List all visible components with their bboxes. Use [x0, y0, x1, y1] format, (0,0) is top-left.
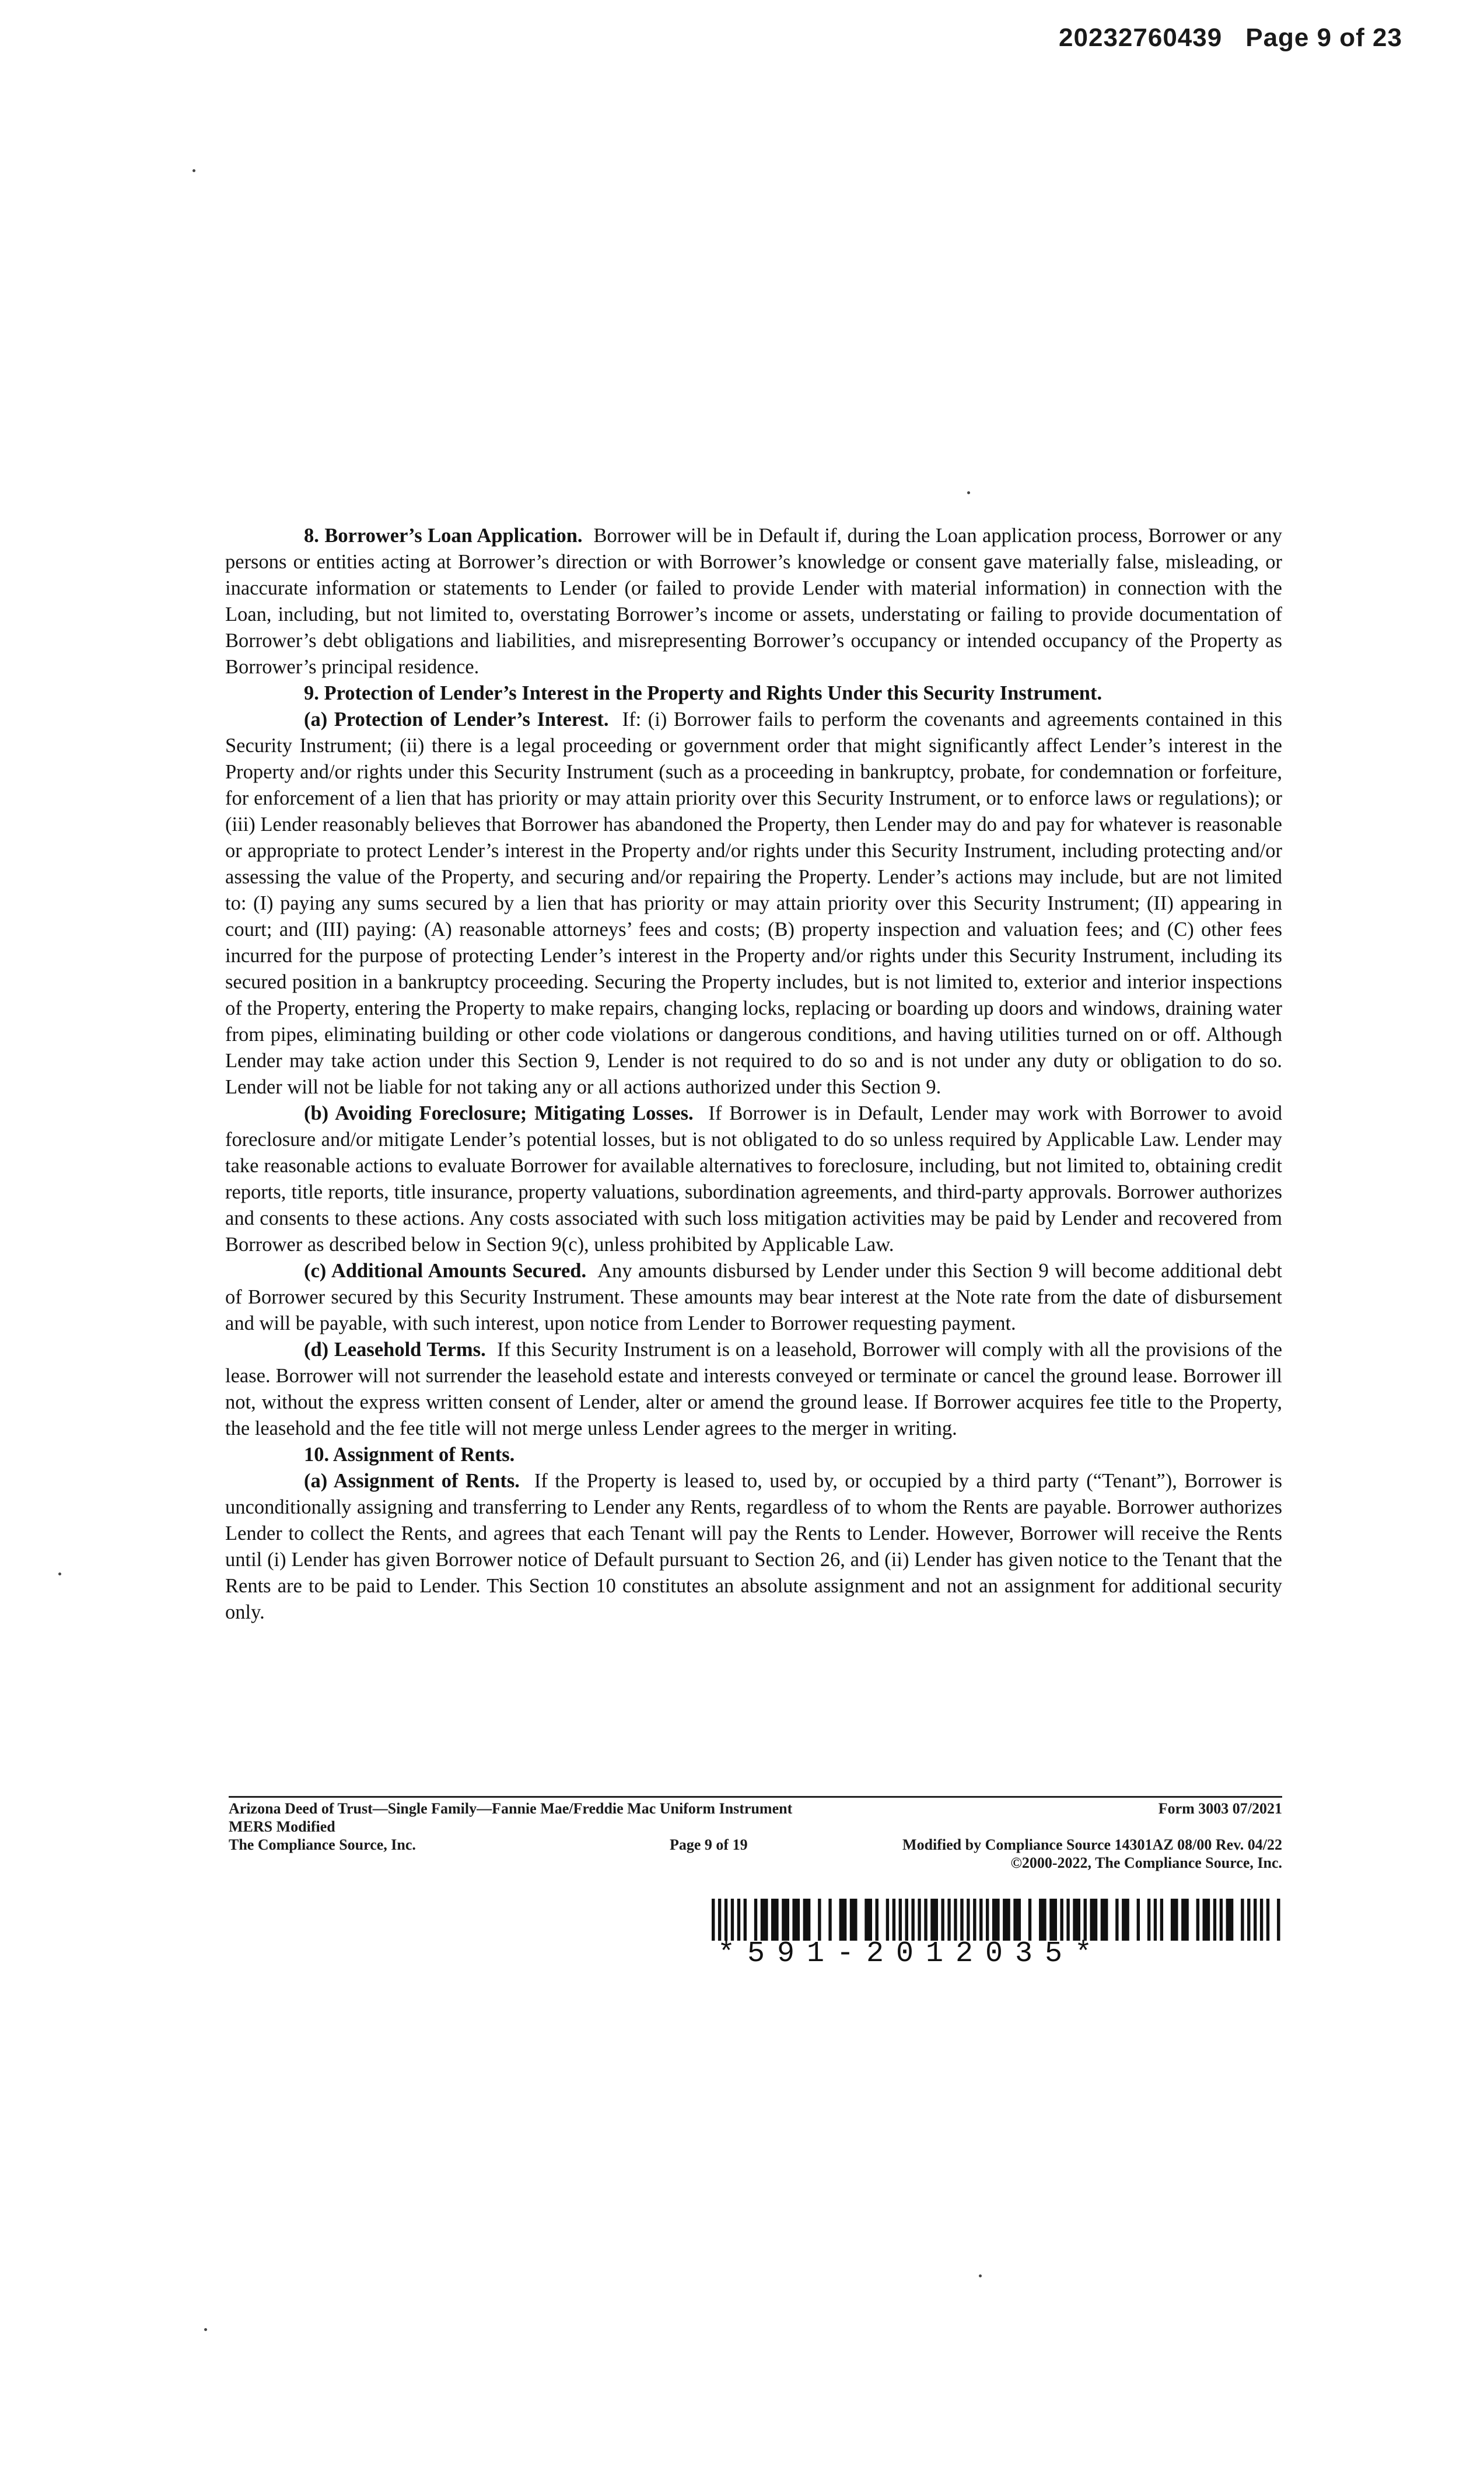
- barcode-bar: [1003, 1899, 1010, 1941]
- barcode-bar: [832, 1899, 839, 1941]
- barcode-bar: [727, 1899, 730, 1941]
- barcode-bar: [1119, 1899, 1122, 1941]
- barcode-bar: [1060, 1899, 1063, 1941]
- page-footer: [229, 1799, 1282, 1872]
- barcode-bar: [864, 1899, 872, 1941]
- barcode-bar: [886, 1899, 889, 1941]
- barcode-bar: [1251, 1899, 1254, 1941]
- barcode-bar: [1178, 1899, 1181, 1941]
- barcode-bar: [1070, 1899, 1073, 1941]
- barcode-bar: [986, 1899, 989, 1941]
- section-9c: [225, 1258, 1282, 1337]
- barcode-bar: [792, 1899, 800, 1941]
- barcode-bar: [1137, 1899, 1140, 1941]
- barcode-bar: [1220, 1899, 1223, 1941]
- barcode-bar: [951, 1899, 954, 1941]
- barcode-bar: [878, 1899, 886, 1941]
- section-heading: 10. Assignment of Rents.: [304, 1444, 515, 1466]
- barcode-text: *591-2012035*: [718, 1937, 1105, 1970]
- barcode-bar: [1233, 1899, 1241, 1941]
- barcode-bar: [1066, 1899, 1069, 1941]
- barcode-bar: [782, 1899, 789, 1941]
- section-heading: (c) Additional Amounts Secured.: [304, 1260, 587, 1282]
- barcode-bar: [712, 1899, 715, 1941]
- footer-company: The Compliance Source, Inc.: [229, 1836, 416, 1853]
- section-text: Borrower will be in Default if, during the Loan application process, Borrower or any persons or entities acting at Borrower’s direction or with Borrower’s knowledge or consent gave materially false, misleading, or inaccurate information or statements to Lender (or failed to provide Lender with material information) in connection with the Loan, including, but not limited to, overstating Borrower’s income or assets, understating or failing to provide documentation of Borrower’s debt obligations and liabilities, and misrepresenting Borrower’s occupancy or intended occupancy of the Property as Borrower’s principal residence.: [225, 525, 1283, 678]
- barcode-bar: [761, 1899, 768, 1941]
- barcode-bar: [977, 1899, 979, 1941]
- barcode-bar: [1140, 1899, 1147, 1941]
- barcode-bar: [954, 1899, 957, 1941]
- section-9d: [225, 1337, 1282, 1442]
- scan-speck: [979, 2274, 982, 2277]
- barcode-bar: [982, 1899, 985, 1941]
- barcode-bar: [947, 1899, 950, 1941]
- barcode-bar: [1277, 1899, 1280, 1941]
- section-heading: 9. Protection of Lender’s Interest in the Property and Rights Under this Security Instrument.: [304, 682, 1102, 704]
- barcode-bar: [992, 1899, 1000, 1941]
- barcode-bar: [1090, 1899, 1097, 1941]
- recording-page-label: Page 9 of 23: [1245, 23, 1402, 52]
- document-number: 20232760439: [1059, 23, 1223, 52]
- barcode-bar: [1129, 1899, 1137, 1941]
- barcode-bar: [924, 1899, 927, 1941]
- barcode-bar: [1021, 1899, 1028, 1941]
- barcode-bar: [915, 1899, 918, 1941]
- barcode-bar: [1108, 1899, 1115, 1941]
- barcode-bar: [744, 1899, 747, 1941]
- barcode-bar: [1010, 1899, 1013, 1941]
- barcode-bar: [1247, 1899, 1250, 1941]
- section-text: If Borrower is in Default, Lender may work with Borrower to avoid foreclosure and/or mitigate Lender’s potential losses, but is not obligated to do so unless required by Applicable Law. Lender may take reasonable actions to evaluate Borrower for available alternatives to foreclosure, including, but not limited to, obtaining credit reports, title reports, title insurance, property valuations, subordination agreements, and third-party approvals. Borrower authorizes and consents to these actions. Any costs associated with such loss mitigation activities may be paid by Lender and recovered from Borrower as described below in Section 9(c), unless prohibited by Applicable Law.: [225, 1102, 1283, 1256]
- barcode-bar: [911, 1899, 914, 1941]
- barcode-bar: [1084, 1899, 1087, 1941]
- footer-divider: [229, 1796, 1282, 1798]
- barcode-bar: [941, 1899, 944, 1941]
- section-text: Any amounts disbursed by Lender under this Section 9 will become additional debt of Borrower secured by this Security Instrument. These amounts may bear interest at the Note rate from the date of disbursement and will be payable, with such interest, upon notice from Lender to Borrower requesting payment.: [225, 1260, 1282, 1334]
- barcode-bar: [1189, 1899, 1196, 1941]
- barcode-bar: [1087, 1899, 1090, 1941]
- barcode-bar: [938, 1899, 941, 1941]
- barcode-bar: [715, 1899, 718, 1941]
- scan-speck: [192, 169, 195, 172]
- barcode-bar: [731, 1899, 734, 1941]
- barcode-bar: [757, 1899, 760, 1941]
- barcode-bar: [858, 1899, 865, 1941]
- section-text: If: (i) Borrower fails to perform the covenants and agreements contained in this Security Instrument; (ii) there is a legal proceeding or government order that might significantly affect Lender’s interest in the Property and/or rights under this Security Instrument (such as a proceeding in bankruptcy, probate, for condemnation or forfeiture, for enforcement of a lien that has priority or may attain priority over this Security Instrument, or to enforce laws or regulations); or (iii) Lender reasonably believes that Borrower has abandoned the Property, then Lender may do and pay for whatever is reasonable or appropriate to protect Lender’s interest in the Property and/or rights under this Security Instrument, including protecting and/or assessing the value of the Property, and securing and/or repairing the Property. Lender’s actions may include, but are not limited to: (I) paying any sums secured by a lien that has priority or may attain priority over this Security Instrument; (II) appearing in court; and (III) paying: (A) reasonable attorneys’ fees and costs; (B) property inspection and valuation fees; and (C) other fees incurred for the purpose of protecting Lender’s interest in the Property and/or rights under this Security Instrument, including its secured position in a bankruptcy proceeding. Securing the Property includes, but is not limited to, exterior and interior inspections of the Property, entering the Property to make repairs, changing locks, replacing or boarding up doors and windows, draining water from pipes, eliminating building or other code violations or dangerous conditions, and having utilities turned on or off. Although Lender may take action under this Section 9, Lender is not required to do so and is not under any duty or obligation to do so. Lender will not be liable for not taking any or all actions authorized under this Section 9.: [225, 708, 1282, 1098]
- barcode-bar: [957, 1899, 960, 1941]
- barcode-bar: [737, 1899, 740, 1941]
- barcode-bar: [754, 1899, 757, 1941]
- footer-copyright: ©2000-2022, The Compliance Source, Inc.: [1010, 1854, 1282, 1871]
- barcode-bar: [979, 1899, 982, 1941]
- barcode-bar: [779, 1899, 782, 1941]
- barcode-bar: [1263, 1899, 1266, 1941]
- barcode-bar: [1046, 1899, 1049, 1941]
- barcode-bar: [1256, 1899, 1259, 1941]
- barcode-bar: [724, 1899, 727, 1941]
- barcode-bar: [734, 1899, 737, 1941]
- barcode-bar: [918, 1899, 921, 1941]
- barcode-bar: [1160, 1899, 1163, 1941]
- barcode-bar: [1266, 1899, 1269, 1941]
- barcode-bar: [1080, 1899, 1083, 1941]
- footer-modified: Modified by Compliance Source 14301AZ 08/00 Rev. 04/22: [902, 1836, 1282, 1853]
- barcode-bar: [850, 1899, 858, 1941]
- barcode-bar: [1223, 1899, 1226, 1941]
- barcode-bar: [1260, 1899, 1263, 1941]
- barcode-bar: [908, 1899, 911, 1941]
- barcode-bar: [1171, 1899, 1178, 1941]
- footer-page-number: Page 9 of 19: [670, 1836, 748, 1853]
- section-heading: (b) Avoiding Foreclosure; Mitigating Losses.: [304, 1102, 694, 1124]
- barcode-bar: [899, 1899, 902, 1941]
- section-9: [225, 680, 1282, 707]
- barcode-bar: [1031, 1899, 1039, 1941]
- barcode-bar: [747, 1899, 754, 1941]
- barcode-bar: [1216, 1899, 1219, 1941]
- barcode-bar: [930, 1899, 938, 1941]
- section-text: If the Property is leased to, used by, or occupied by a third party (“Tenant”), Borrower is unconditionally assigning and transferring to Lender any Rents, regardless of to whom the Rents are payable. Borrower authorizes Lender to collect the Rents, and agrees that each Tenant will pay the Rents to Lender. However, Borrower will receive the Rents until (i) Lender has given Borrower notice of Default pursuant to Section 26, and (ii) Lender has given notice to the Tenant that the Rents are to be paid to Lender. This Section 10 constitutes an absolute assignment and not an assignment for additional security only.: [225, 1470, 1282, 1623]
- barcode-bar: [1039, 1899, 1046, 1941]
- barcode-bar: [944, 1899, 947, 1941]
- barcode-bar: [889, 1899, 892, 1941]
- barcode-bar: [905, 1899, 908, 1941]
- barcode-bar: [839, 1899, 847, 1941]
- barcode-bar: [902, 1899, 905, 1941]
- barcode-bar: [1013, 1899, 1021, 1941]
- document-body: [225, 523, 1282, 1626]
- barcode-bar: [1254, 1899, 1256, 1941]
- barcode-bar: [1101, 1899, 1108, 1941]
- barcode-bar: [1147, 1899, 1150, 1941]
- footer-mers: MERS Modified: [229, 1818, 335, 1835]
- section-heading: (a) Protection of Lender’s Interest.: [304, 708, 609, 731]
- barcode-bar: [1203, 1899, 1210, 1941]
- barcode-bar: [1226, 1899, 1234, 1941]
- barcode-bar: [967, 1899, 970, 1941]
- barcode-bar: [721, 1899, 724, 1941]
- barcode-bar: [960, 1899, 963, 1941]
- barcode-bar: [1269, 1899, 1277, 1941]
- section-text: If this Security Instrument is on a leasehold, Borrower will comply with all the provisions of the lease. Borrower will not surrender the leasehold estate and interests conveyed or terminate or cancel the ground lease. Borrower ill not, without the express written consent of Lender, alter or amend the ground lease. If Borrower acquires fee title to the Property, the leasehold and the fee title will not merge unless Lender agrees to the merger in writing.: [225, 1339, 1283, 1439]
- barcode-bar: [1154, 1899, 1157, 1941]
- barcode-bar: [1210, 1899, 1213, 1941]
- barcode-bar: [718, 1899, 721, 1941]
- footer-form-number: Form 3003 07/2021: [1158, 1800, 1282, 1817]
- recording-stamp: [1035, 23, 1402, 53]
- barcode-bar: [1122, 1899, 1129, 1941]
- footer-instrument: Arizona Deed of Trust—Single Family—Fannie Mae/Freddie Mac Uniform Instrument: [229, 1800, 793, 1817]
- section-9a: [225, 707, 1282, 1100]
- section-heading: (d) Leasehold Terms.: [304, 1339, 486, 1361]
- barcode-bar: [800, 1899, 803, 1941]
- barcode-bar: [1163, 1899, 1171, 1941]
- barcode-bar: [1028, 1899, 1031, 1941]
- section-heading: 8. Borrower’s Loan Application.: [304, 525, 583, 547]
- barcode-bar: [921, 1899, 924, 1941]
- barcode-bar: [810, 1899, 818, 1941]
- barcode-bar: [973, 1899, 976, 1941]
- barcode-bar: [768, 1899, 771, 1941]
- scan-speck: [58, 1573, 61, 1575]
- barcode-bar: [970, 1899, 973, 1941]
- barcode-bar: [821, 1899, 829, 1941]
- scan-speck: [967, 491, 970, 494]
- section-10: [225, 1442, 1282, 1468]
- section-10a: [225, 1468, 1282, 1626]
- section-8: [225, 523, 1282, 680]
- section-9b: [225, 1100, 1282, 1258]
- barcode-bar: [1063, 1899, 1066, 1941]
- barcode-bar: [1157, 1899, 1160, 1941]
- barcode-bar: [818, 1899, 821, 1941]
- barcode-bar: [1213, 1899, 1216, 1941]
- barcode-bar: [1115, 1899, 1118, 1941]
- section-heading: (a) Assignment of Rents.: [304, 1470, 520, 1492]
- barcode-bar: [989, 1899, 992, 1941]
- barcode-bar: [771, 1899, 779, 1941]
- barcode-bar: [1196, 1899, 1199, 1941]
- barcode-bar: [876, 1899, 878, 1941]
- barcode-bar: [892, 1899, 895, 1941]
- barcode-bar: [1073, 1899, 1080, 1941]
- barcode-bar: [1181, 1899, 1189, 1941]
- barcode-bar: [872, 1899, 875, 1941]
- barcode-bar: [1241, 1899, 1244, 1941]
- barcode: [712, 1899, 1283, 1941]
- barcode-bar: [1049, 1899, 1057, 1941]
- barcode-bar: [828, 1899, 831, 1941]
- scan-speck: [204, 2328, 207, 2331]
- barcode-bar: [803, 1899, 811, 1941]
